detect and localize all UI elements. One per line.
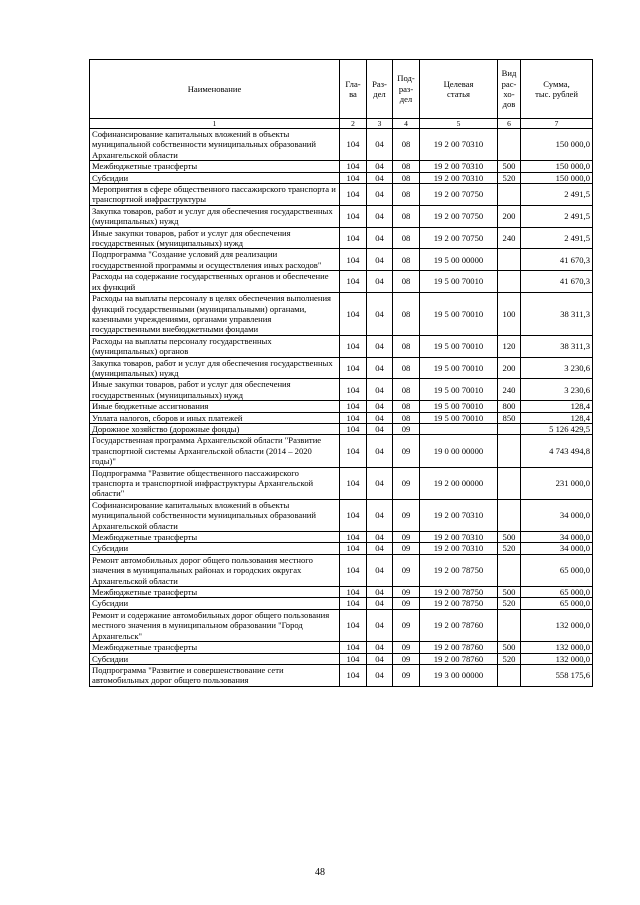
row-razdel: 04 — [367, 653, 393, 664]
row-glava: 104 — [340, 423, 367, 434]
table-row — [90, 293, 593, 336]
row-razdel: 04 — [367, 543, 393, 554]
row-glava: 104 — [340, 598, 367, 609]
col-number: 4 — [393, 119, 420, 129]
col-number: 5 — [420, 119, 498, 129]
row-sum: 132 000,0 — [521, 609, 593, 641]
row-razdel: 04 — [367, 499, 393, 531]
row-glava: 104 — [340, 271, 367, 293]
row-name: Межбюджетные трансферты — [90, 642, 340, 653]
row-name: Софинансирование капитальных вложений в объекты муниципальной собственности муниципальных образований Архангельской области — [90, 499, 340, 531]
row-name: Межбюджетные трансферты — [90, 587, 340, 598]
row-podrazdel: 08 — [393, 379, 420, 401]
row-expense-type: 500 — [498, 587, 521, 598]
row-glava: 104 — [340, 532, 367, 543]
row-target-article: 19 5 00 70010 — [420, 293, 498, 336]
row-target-article: 19 5 00 70010 — [420, 379, 498, 401]
row-sum: 150 000,0 — [521, 172, 593, 183]
row-sum: 128,4 — [521, 412, 593, 423]
table-row — [90, 587, 593, 598]
table-row — [90, 379, 593, 401]
row-target-article: 19 2 00 78760 — [420, 653, 498, 664]
row-razdel: 04 — [367, 293, 393, 336]
row-expense-type: 500 — [498, 161, 521, 172]
table-row — [90, 554, 593, 586]
row-podrazdel: 08 — [393, 129, 420, 161]
row-name: Ремонт и содержание автомобильных дорог общего пользования местного значения в муниципальном образовании "Город Архангельск" — [90, 609, 340, 641]
col-expense-type-header: Вид рас- хо- дов — [498, 60, 521, 119]
row-sum: 3 230,6 — [521, 379, 593, 401]
row-name: Уплата налогов, сборов и иных платежей — [90, 412, 340, 423]
row-glava: 104 — [340, 172, 367, 183]
row-sum: 65 000,0 — [521, 554, 593, 586]
row-sum: 34 000,0 — [521, 532, 593, 543]
row-razdel: 04 — [367, 227, 393, 249]
row-sum: 150 000,0 — [521, 161, 593, 172]
row-razdel: 04 — [367, 554, 393, 586]
col-sum-header: Сумма, тыс. рублей — [521, 60, 593, 119]
row-podrazdel: 08 — [393, 205, 420, 227]
row-target-article: 19 2 00 00000 — [420, 467, 498, 499]
row-razdel: 04 — [367, 435, 393, 467]
row-expense-type: 240 — [498, 379, 521, 401]
row-razdel: 04 — [367, 467, 393, 499]
row-glava: 104 — [340, 642, 367, 653]
row-expense-type — [498, 435, 521, 467]
table-row — [90, 423, 593, 434]
row-target-article: 19 2 00 70310 — [420, 543, 498, 554]
row-target-article: 19 5 00 70010 — [420, 271, 498, 293]
row-podrazdel: 09 — [393, 554, 420, 586]
row-name: Софинансирование капитальных вложений в объекты муниципальной собственности муниципальных образований Архангельской области — [90, 129, 340, 161]
row-glava: 104 — [340, 467, 367, 499]
row-name: Подпрограмма "Развитие общественного пассажирского транспорта и транспортной инфраструктуры Архангельской области" — [90, 467, 340, 499]
row-target-article: 19 0 00 00000 — [420, 435, 498, 467]
row-expense-type — [498, 664, 521, 686]
row-sum: 132 000,0 — [521, 642, 593, 653]
row-name: Расходы на содержание государственных органов и обеспечение их функций — [90, 271, 340, 293]
row-expense-type — [498, 609, 521, 641]
row-podrazdel: 08 — [393, 293, 420, 336]
row-podrazdel: 08 — [393, 401, 420, 412]
row-sum: 150 000,0 — [521, 129, 593, 161]
col-number: 7 — [521, 119, 593, 129]
row-glava: 104 — [340, 653, 367, 664]
row-podrazdel: 08 — [393, 184, 420, 206]
row-expense-type: 240 — [498, 227, 521, 249]
row-sum: 41 670,3 — [521, 249, 593, 271]
row-target-article — [420, 423, 498, 434]
row-razdel: 04 — [367, 184, 393, 206]
row-name: Субсидии — [90, 653, 340, 664]
row-target-article: 19 2 00 70310 — [420, 161, 498, 172]
row-razdel: 04 — [367, 598, 393, 609]
row-name: Мероприятия в сфере общественного пассажирского транспорта и транспортной инфраструктуры — [90, 184, 340, 206]
row-glava: 104 — [340, 184, 367, 206]
row-target-article: 19 5 00 70010 — [420, 335, 498, 357]
table-row — [90, 412, 593, 423]
table-row — [90, 227, 593, 249]
col-number: 2 — [340, 119, 367, 129]
row-name: Субсидии — [90, 172, 340, 183]
row-target-article: 19 5 00 00000 — [420, 249, 498, 271]
table-row — [90, 467, 593, 499]
row-razdel: 04 — [367, 172, 393, 183]
table-row — [90, 161, 593, 172]
row-name: Закупка товаров, работ и услуг для обеспечения государственных (муниципальных) нужд — [90, 357, 340, 379]
row-glava: 104 — [340, 587, 367, 598]
row-podrazdel: 09 — [393, 467, 420, 499]
row-razdel: 04 — [367, 161, 393, 172]
row-podrazdel: 09 — [393, 532, 420, 543]
row-sum: 41 670,3 — [521, 271, 593, 293]
table-row — [90, 435, 593, 467]
table-row — [90, 598, 593, 609]
row-podrazdel: 09 — [393, 587, 420, 598]
row-expense-type: 520 — [498, 598, 521, 609]
row-sum: 5 126 429,5 — [521, 423, 593, 434]
row-podrazdel: 09 — [393, 598, 420, 609]
row-glava: 104 — [340, 664, 367, 686]
row-expense-type: 500 — [498, 642, 521, 653]
row-razdel: 04 — [367, 205, 393, 227]
col-number: 3 — [367, 119, 393, 129]
row-glava: 104 — [340, 205, 367, 227]
table-row — [90, 184, 593, 206]
row-target-article: 19 5 00 70010 — [420, 412, 498, 423]
row-glava: 104 — [340, 129, 367, 161]
row-name: Межбюджетные трансферты — [90, 161, 340, 172]
table-row — [90, 271, 593, 293]
row-name: Иные бюджетные ассигнования — [90, 401, 340, 412]
row-expense-type: 800 — [498, 401, 521, 412]
row-sum: 3 230,6 — [521, 357, 593, 379]
row-glava: 104 — [340, 499, 367, 531]
row-podrazdel: 09 — [393, 664, 420, 686]
row-glava: 104 — [340, 543, 367, 554]
row-sum: 2 491,5 — [521, 227, 593, 249]
row-podrazdel: 08 — [393, 335, 420, 357]
row-name: Межбюджетные трансферты — [90, 532, 340, 543]
col-glava-header: Гла- ва — [340, 60, 367, 119]
table-body — [90, 129, 593, 687]
row-target-article: 19 2 00 70750 — [420, 184, 498, 206]
row-expense-type: 500 — [498, 532, 521, 543]
row-podrazdel: 09 — [393, 543, 420, 554]
row-razdel: 04 — [367, 664, 393, 686]
table-row — [90, 401, 593, 412]
table-row — [90, 653, 593, 664]
row-name: Ремонт автомобильных дорог общего пользования местного значения в муниципальных районах и городских округах Архангельской области — [90, 554, 340, 586]
row-razdel: 04 — [367, 335, 393, 357]
row-expense-type: 520 — [498, 172, 521, 183]
row-expense-type — [498, 467, 521, 499]
row-sum: 65 000,0 — [521, 598, 593, 609]
table-row — [90, 205, 593, 227]
row-glava: 104 — [340, 293, 367, 336]
row-podrazdel: 09 — [393, 435, 420, 467]
table-row — [90, 129, 593, 161]
row-target-article: 19 2 00 70750 — [420, 227, 498, 249]
row-podrazdel: 08 — [393, 249, 420, 271]
row-name: Подпрограмма "Развитие и совершенствование сети автомобильных дорог общего пользования — [90, 664, 340, 686]
row-razdel: 04 — [367, 587, 393, 598]
row-glava: 104 — [340, 335, 367, 357]
table-row — [90, 499, 593, 531]
row-sum: 65 000,0 — [521, 587, 593, 598]
col-target-article-header: Целевая статья — [420, 60, 498, 119]
row-podrazdel: 09 — [393, 499, 420, 531]
row-sum: 34 000,0 — [521, 499, 593, 531]
page-number: 48 — [315, 867, 325, 878]
row-expense-type — [498, 423, 521, 434]
row-expense-type: 100 — [498, 293, 521, 336]
row-target-article: 19 5 00 70010 — [420, 401, 498, 412]
row-glava: 104 — [340, 227, 367, 249]
row-expense-type: 850 — [498, 412, 521, 423]
row-target-article: 19 2 00 70310 — [420, 172, 498, 183]
row-sum: 2 491,5 — [521, 205, 593, 227]
row-sum: 34 000,0 — [521, 543, 593, 554]
row-glava: 104 — [340, 609, 367, 641]
row-podrazdel: 08 — [393, 357, 420, 379]
col-podrazdel-header: Под- раз- дел — [393, 60, 420, 119]
row-name: Субсидии — [90, 543, 340, 554]
row-podrazdel: 09 — [393, 642, 420, 653]
row-sum: 132 000,0 — [521, 653, 593, 664]
row-name: Иные закупки товаров, работ и услуг для обеспечения государственных (муниципальных) нужд — [90, 379, 340, 401]
table-row — [90, 609, 593, 641]
row-razdel: 04 — [367, 249, 393, 271]
row-glava: 104 — [340, 401, 367, 412]
row-sum: 558 175,6 — [521, 664, 593, 686]
row-razdel: 04 — [367, 379, 393, 401]
budget-table — [89, 59, 593, 687]
row-podrazdel: 08 — [393, 161, 420, 172]
row-razdel: 04 — [367, 401, 393, 412]
row-expense-type — [498, 271, 521, 293]
row-expense-type — [498, 249, 521, 271]
row-sum: 38 311,3 — [521, 293, 593, 336]
row-sum: 128,4 — [521, 401, 593, 412]
col-razdel-header: Раз- дел — [367, 60, 393, 119]
col-name-header: Наименование — [90, 60, 340, 119]
table-row — [90, 543, 593, 554]
row-target-article: 19 3 00 00000 — [420, 664, 498, 686]
row-expense-type: 200 — [498, 357, 521, 379]
row-name: Подпрограмма "Создание условий для реализации государственной программы и осуществления иных расходов" — [90, 249, 340, 271]
row-razdel: 04 — [367, 357, 393, 379]
row-target-article: 19 2 00 78760 — [420, 642, 498, 653]
row-razdel: 04 — [367, 129, 393, 161]
table-row — [90, 357, 593, 379]
col-number: 6 — [498, 119, 521, 129]
row-expense-type: 520 — [498, 653, 521, 664]
row-glava: 104 — [340, 249, 367, 271]
row-target-article: 19 2 00 70310 — [420, 129, 498, 161]
row-razdel: 04 — [367, 609, 393, 641]
table-row — [90, 642, 593, 653]
row-podrazdel: 08 — [393, 271, 420, 293]
header-row — [90, 60, 593, 119]
row-expense-type — [498, 499, 521, 531]
row-expense-type: 120 — [498, 335, 521, 357]
row-target-article: 19 5 00 70010 — [420, 357, 498, 379]
row-glava: 104 — [340, 379, 367, 401]
row-name: Иные закупки товаров, работ и услуг для обеспечения государственных (муниципальных) нужд — [90, 227, 340, 249]
table-row — [90, 335, 593, 357]
row-glava: 104 — [340, 161, 367, 172]
row-expense-type — [498, 554, 521, 586]
row-expense-type: 520 — [498, 543, 521, 554]
table-row — [90, 249, 593, 271]
row-target-article: 19 2 00 70310 — [420, 532, 498, 543]
row-name: Государственная программа Архангельской области "Развитие транспортной системы Архангельской области (2014 – 2020 годы)" — [90, 435, 340, 467]
row-podrazdel: 08 — [393, 172, 420, 183]
row-target-article: 19 2 00 70310 — [420, 499, 498, 531]
row-target-article: 19 2 00 78750 — [420, 554, 498, 586]
row-sum: 2 491,5 — [521, 184, 593, 206]
row-name: Закупка товаров, работ и услуг для обеспечения государственных (муниципальных) нужд — [90, 205, 340, 227]
row-expense-type — [498, 129, 521, 161]
col-number: 1 — [90, 119, 340, 129]
row-sum: 4 743 494,8 — [521, 435, 593, 467]
row-podrazdel: 08 — [393, 227, 420, 249]
row-glava: 104 — [340, 554, 367, 586]
row-podrazdel: 09 — [393, 423, 420, 434]
row-razdel: 04 — [367, 271, 393, 293]
row-razdel: 04 — [367, 642, 393, 653]
row-name: Расходы на выплаты персоналу в целях обеспечения выполнения функций государственными (муниципальными) органами, казенными учреждениями, органами управления государственными внебюджетными фондами — [90, 293, 340, 336]
row-sum: 38 311,3 — [521, 335, 593, 357]
row-expense-type: 200 — [498, 205, 521, 227]
table-row — [90, 664, 593, 686]
row-glava: 104 — [340, 357, 367, 379]
row-expense-type — [498, 184, 521, 206]
row-sum: 231 000,0 — [521, 467, 593, 499]
row-target-article: 19 2 00 78750 — [420, 598, 498, 609]
row-name: Дорожное хозяйство (дорожные фонды) — [90, 423, 340, 434]
row-target-article: 19 2 00 70750 — [420, 205, 498, 227]
row-podrazdel: 09 — [393, 653, 420, 664]
row-razdel: 04 — [367, 412, 393, 423]
table-row — [90, 172, 593, 183]
row-target-article: 19 2 00 78760 — [420, 609, 498, 641]
column-number-row — [90, 119, 593, 129]
row-glava: 104 — [340, 412, 367, 423]
row-name: Расходы на выплаты персоналу государственных (муниципальных) органов — [90, 335, 340, 357]
row-podrazdel: 08 — [393, 412, 420, 423]
row-razdel: 04 — [367, 423, 393, 434]
row-podrazdel: 09 — [393, 609, 420, 641]
row-glava: 104 — [340, 435, 367, 467]
row-target-article: 19 2 00 78750 — [420, 587, 498, 598]
row-name: Субсидии — [90, 598, 340, 609]
row-razdel: 04 — [367, 532, 393, 543]
table-row — [90, 532, 593, 543]
